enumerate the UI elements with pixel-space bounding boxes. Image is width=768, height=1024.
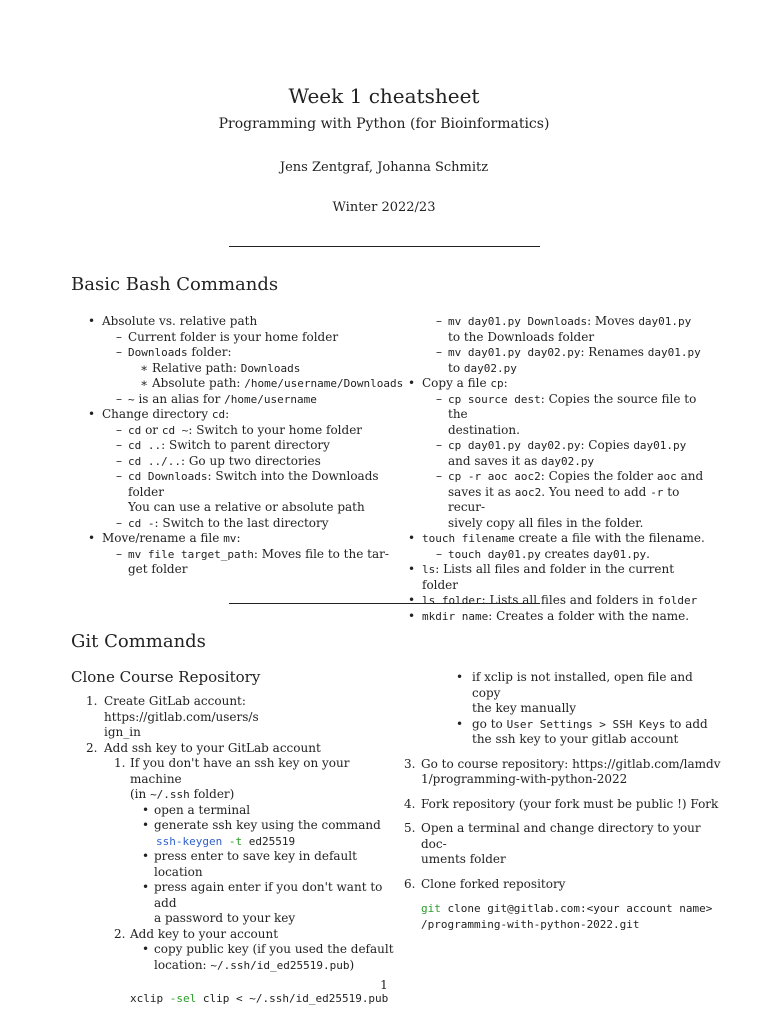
document-subtitle: Programming with Python (for Bioinformatics) (218, 116, 550, 132)
list-item: 3. Go to course repository: https://gitlab.com/lamdv (404, 756, 721, 771)
list-item: – cd ../..: Go up two directories (116, 453, 321, 468)
list-item: – touch day01.py creates day01.py. (436, 546, 650, 561)
subsection-heading-clone: Clone Course Repository (71, 668, 261, 686)
list-item-continued: to day02.py (448, 360, 517, 375)
bash-right-column (406, 314, 706, 624)
list-item-continued: folder (128, 484, 165, 499)
list-item: – cd or cd ~: Switch to your home folder (116, 422, 363, 437)
list-item: 1. If you don't have an ssh key on your machine (114, 756, 350, 786)
list-item-continued: ign_in (104, 725, 141, 739)
list-item: 5. Open a terminal and change directory to your doc- (404, 821, 701, 851)
list-item: – cd -: Switch to the last directory (116, 515, 329, 530)
divider (229, 603, 540, 604)
git-left-column (86, 694, 396, 1007)
divider (229, 246, 540, 247)
page-number: 1 (380, 978, 388, 992)
list-item: • mkdir name: Creates a folder with the name. (408, 608, 690, 623)
list-item-continued: get folder (128, 562, 188, 576)
code-line: ssh-keygen -t ed25519 (156, 834, 296, 848)
code-line: git clone git@gitlab.com:<your account name> (421, 902, 713, 915)
list-item: • ls: Lists all files and folder in the current folder (408, 562, 675, 592)
list-item-continued: destination. (448, 422, 520, 437)
section-heading-bash: Basic Bash Commands (71, 274, 279, 295)
code-line: xclip -sel clip < ~/.ssh/id_ed25519.pub (130, 992, 389, 1005)
list-item-continued: 1/programming-with-python-2022 (421, 772, 628, 786)
list-item-continued: sively copy all files in the folder. (448, 515, 644, 530)
list-item: • press again enter if you don't want to add (142, 880, 383, 910)
list-item: – Current folder is your home folder (116, 329, 339, 344)
list-item: • ls folder: Lists all files and folders in folder (408, 593, 698, 607)
list-item-continued: the key manually (472, 701, 577, 715)
section-heading-git: Git Commands (71, 631, 206, 652)
list-item-continued: a password to your key (154, 911, 296, 925)
list-item: • press enter to save key in default location (142, 849, 357, 879)
list-item: ∗ Relative path: Downloads (140, 360, 301, 375)
bash-left-column (86, 314, 406, 578)
list-item: • copy public key (if you used the default (142, 942, 394, 956)
term: Winter 2022/23 (332, 200, 436, 215)
list-item: – ~ is an alias for /home/username (116, 391, 317, 406)
list-item: – mv day01.py Downloads: Moves day01.py (436, 314, 692, 328)
list-item: 2. Add ssh key to your GitLab account (86, 740, 321, 755)
list-item: • Change directory cd: (88, 407, 230, 421)
code-line: /programming-with-python-2022.git (421, 917, 640, 931)
list-item-continued: the ssh key to your gitlab account (472, 732, 679, 746)
list-item: – Downloads folder: (116, 345, 232, 359)
list-item: ∗ Absolute path: /home/username/Downloads (140, 376, 404, 390)
list-item: 4. Fork repository (your fork must be public !) Fork (404, 796, 719, 811)
list-item-continued: to the Downloads folder (448, 329, 595, 344)
list-item-continued: uments folder (421, 852, 506, 866)
list-item: – cp day01.py day02.py: Copies day01.py (436, 438, 687, 452)
list-item-continued: and saves it as day02.py (448, 453, 595, 468)
list-item: – mv file target_path: Moves file to the tar- (116, 546, 389, 561)
list-item: 1. Create GitLab account: https://gitlab.com/users/s (86, 694, 259, 724)
list-item: 6. Clone forked repository (404, 876, 566, 891)
list-item: – cd ..: Switch to parent directory (116, 438, 330, 452)
list-item: • Move/rename a file mv: (88, 531, 241, 545)
list-item: • open a terminal (142, 802, 251, 817)
document-title: Week 1 cheatsheet (288, 84, 480, 108)
list-item: • go to User Settings > SSH Keys to add (456, 716, 708, 731)
git-right-column (404, 670, 724, 932)
list-item: • generate ssh key using the command (142, 818, 381, 832)
authors: Jens Zentgraf, Johanna Schmitz (279, 160, 489, 175)
list-item: • Absolute vs. relative path (88, 314, 258, 328)
list-item: – cp source dest: Copies the source file to the (436, 391, 697, 421)
list-item: – mv day01.py day02.py: Renames day01.py (436, 345, 701, 359)
list-item: • Copy a file cp: (408, 376, 508, 390)
list-item-continued: location: ~/.ssh/id_ed25519.pub) (154, 957, 355, 972)
list-item-continued: saves it as aoc2. You need to add -r to recur- (448, 484, 680, 514)
list-item-note: You can use a relative or absolute path (128, 500, 365, 514)
list-item-continued: (in ~/.ssh folder) (130, 787, 235, 801)
list-item: – cp -r aoc aoc2: Copies the folder aoc and (436, 469, 704, 483)
list-item: 2. Add key to your account (114, 926, 279, 941)
list-item: • if xclip is not installed, open file and copy (456, 670, 693, 700)
list-item: • touch filename create a file with the filename. (408, 531, 705, 545)
list-item: – cd Downloads: Switch into the Downloads (116, 469, 379, 483)
